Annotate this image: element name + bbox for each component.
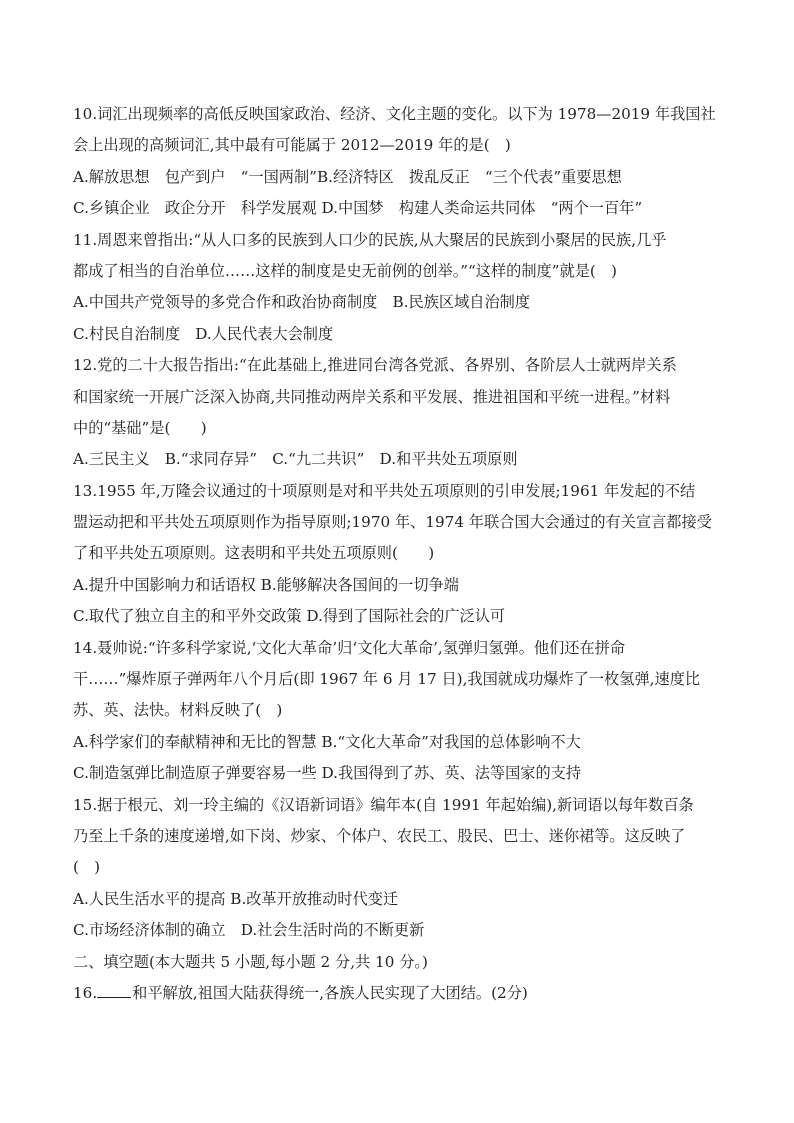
question-stem-text: 和平解放,祖国大陆获得统一,各族人民实现了大团结。(2分) bbox=[132, 983, 528, 1002]
question-10 bbox=[73, 99, 729, 225]
question-stem-line: 13.1955 年,万隆会议通过的十项原则是对和平共处五项原则的引申发展;1961 年发起的不结 bbox=[73, 481, 696, 500]
question-stem-line: ( ) bbox=[73, 858, 101, 877]
option-line: A.中国共产党领导的多党合作和政治协商制度 B.民族区域自治制度 bbox=[73, 293, 531, 312]
question-14 bbox=[73, 633, 729, 790]
section-heading: 二、填空题(本大题共 5 小题,每小题 2 分,共 10 分。) bbox=[73, 952, 428, 971]
question-number: 16. bbox=[73, 983, 98, 1002]
question-stem-line: 干……”爆炸原子弹两年八个月后(即 1967 年 6 月 17 日),我国就成功爆炸了一枚氢弹,速度比 bbox=[73, 670, 701, 689]
question-12 bbox=[73, 350, 729, 476]
option-line: C.市场经济体制的确立 D.社会生活时尚的不断更新 bbox=[73, 921, 425, 940]
fill-in-blank[interactable] bbox=[97, 996, 131, 998]
option-line: A.科学家们的奉献精神和无比的智慧 B.“文化大革命”对我国的总体影响不大 bbox=[73, 732, 581, 751]
question-stem-line: 了和平共处五项原则。这表明和平共处五项原则( ) bbox=[73, 544, 435, 563]
question-stem-line: 和国家统一开展广泛深入协商,共同推动两岸关系和平发展、推进祖国和平统一进程。”材料 bbox=[73, 387, 671, 406]
option-line: A.解放思想 包产到户 “一国两制”B.经济特区 拨乱反正 “三个代表”重要思想 bbox=[73, 167, 622, 186]
question-stem-line: 11.周恩来曾指出:“从人口多的民族到人口少的民族,从大聚居的民族到小聚居的民族,几乎 bbox=[73, 230, 667, 249]
exam-content bbox=[73, 99, 729, 1009]
question-stem-line: 中的“基础”是( ) bbox=[73, 418, 207, 437]
question-stem-line: 会上出现的高频词汇,其中最有可能属于 2012—2019 年的是( ) bbox=[73, 136, 511, 155]
question-13 bbox=[73, 476, 729, 633]
option-line: C.制造氢弹比制造原子弹要容易一些 D.我国得到了苏、英、法等国家的支持 bbox=[73, 764, 582, 783]
question-stem-line: 10.词汇出现频率的高低反映国家政治、经济、文化主题的变化。以下为 1978—2019 年我国社 bbox=[73, 105, 716, 123]
question-11 bbox=[73, 225, 729, 351]
question-stem-line: 苏、英、法快。材料反映了( ) bbox=[73, 701, 283, 720]
option-line: A.三民主义 B.“求同存异” C.“九二共识” D.和平共处五项原则 bbox=[73, 450, 518, 469]
question-stem-line: 14.聂帅说:“许多科学家说,‘文化大革命’归‘文化大革命’,氢弹归氢弹。他们还在拼命 bbox=[73, 638, 626, 657]
option-line: C.取代了独立自主的和平外交政策 D.得到了国际社会的广泛认可 bbox=[73, 607, 506, 626]
question-16 bbox=[73, 978, 729, 1009]
option-line: C.村民自治制度 D.人民代表大会制度 bbox=[73, 324, 334, 343]
question-stem-line: 都成了相当的自治单位……这样的制度是史无前例的创举。”“这样的制度”就是( ) bbox=[73, 261, 617, 280]
question-15 bbox=[73, 790, 729, 947]
question-stem-line: 乃至上千条的速度递增,如下岗、炒家、个体户、农民工、股民、巴士、迷你裙等。这反映了 bbox=[73, 826, 686, 845]
question-stem-line: 盟运动把和平共处五项原则作为指导原则;1970 年、1974 年联合国大会通过的有关宣言都接受 bbox=[73, 513, 712, 532]
question-stem-line: 15.据于根元、刘一玲主编的《汉语新词语》编年本(自 1991 年起始编),新词语以每年数百条 bbox=[73, 795, 694, 814]
option-line: A.提升中国影响力和话语权 B.能够解决各国间的一切争端 bbox=[73, 575, 459, 594]
option-line: A.人民生活水平的提高 B.改革开放推动时代变迁 bbox=[73, 889, 399, 908]
option-line: C.乡镇企业 政企分开 科学发展观 D.中国梦 构建人类命运共同体 “两个一百年” bbox=[73, 199, 643, 218]
question-stem-line: 12.党的二十大报告指出:“在此基础上,推进同台湾各党派、各界别、各阶层人士就两岸关系 bbox=[73, 356, 677, 375]
